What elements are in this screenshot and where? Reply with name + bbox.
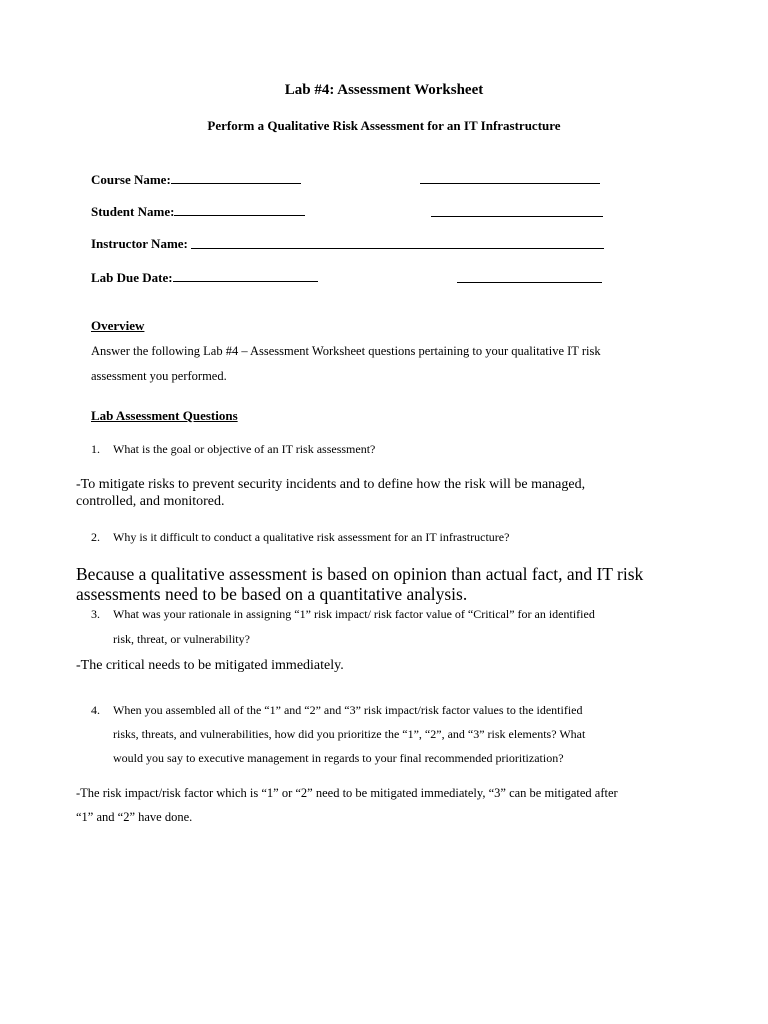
question-3-text-line-1: What was your rationale in assigning “1” risk impact/ risk factor value of “Critical” for an identified: [113, 607, 595, 621]
worksheet-subtitle: Perform a Qualitative Risk Assessment for an IT Infrastructure: [207, 118, 561, 133]
lab-due-date-blank[interactable]: [173, 270, 318, 282]
answer-4-line-2: “1” and “2” have done.: [76, 810, 193, 824]
answer-2-line-2: assessments need to be based on a quantitative analysis.: [76, 584, 468, 604]
questions-heading: Lab Assessment Questions: [91, 408, 238, 423]
instructor-name-blank[interactable]: [191, 248, 604, 249]
student-name-extra-line[interactable]: [431, 216, 603, 217]
answer-3-line-1: -The critical needs to be mitigated immediately.: [76, 658, 344, 673]
answer-4-line-1: -The risk impact/risk factor which is “1” or “2” need to be mitigated immediately, “3” can be mitigated after: [76, 786, 618, 800]
answer-1-line-2: controlled, and monitored.: [76, 494, 225, 509]
question-1-number: 1.: [91, 442, 100, 456]
worksheet-title: Lab #4: Assessment Worksheet: [284, 82, 484, 98]
lab-due-date-extra-line[interactable]: [457, 282, 602, 283]
question-3-text-line-2: risk, threat, or vulnerability?: [113, 632, 250, 646]
question-4-number: 4.: [91, 703, 100, 717]
course-name-blank[interactable]: [171, 172, 301, 184]
question-4-text-line-2: risks, threats, and vulnerabilities, how did you prioritize the “1”, “2”, and “3” risk elements? What: [113, 727, 586, 741]
course-name-extra-line[interactable]: [420, 183, 600, 184]
lab-due-date-label: Lab Due Date:: [91, 270, 318, 286]
course-name-label: Course Name:: [91, 172, 301, 188]
question-1-text: What is the goal or objective of an IT risk assessment?: [113, 442, 376, 456]
instructor-name-label: Instructor Name:: [91, 236, 188, 251]
student-name-label: Student Name:: [91, 204, 305, 220]
answer-2-line-1: Because a qualitative assessment is based on opinion than actual fact, and IT risk: [76, 564, 644, 584]
question-2-number: 2.: [91, 530, 100, 544]
answer-1-line-1: -To mitigate risks to prevent security incidents and to define how the risk will be managed,: [76, 477, 586, 492]
student-name-blank[interactable]: [174, 204, 305, 216]
question-2-text: Why is it difficult to conduct a qualitative risk assessment for an IT infrastructure?: [113, 530, 510, 544]
question-3-number: 3.: [91, 607, 100, 621]
question-4-text-line-1: When you assembled all of the “1” and “2” and “3” risk impact/risk factor values to the identified: [113, 703, 583, 717]
overview-line-1: Answer the following Lab #4 – Assessment Worksheet questions pertaining to your qualitative IT risk: [91, 344, 601, 358]
overview-heading: Overview: [91, 318, 145, 333]
question-4-text-line-3: would you say to executive management in regards to your final recommended prioritization?: [113, 751, 564, 765]
overview-line-2: assessment you performed.: [91, 369, 227, 383]
